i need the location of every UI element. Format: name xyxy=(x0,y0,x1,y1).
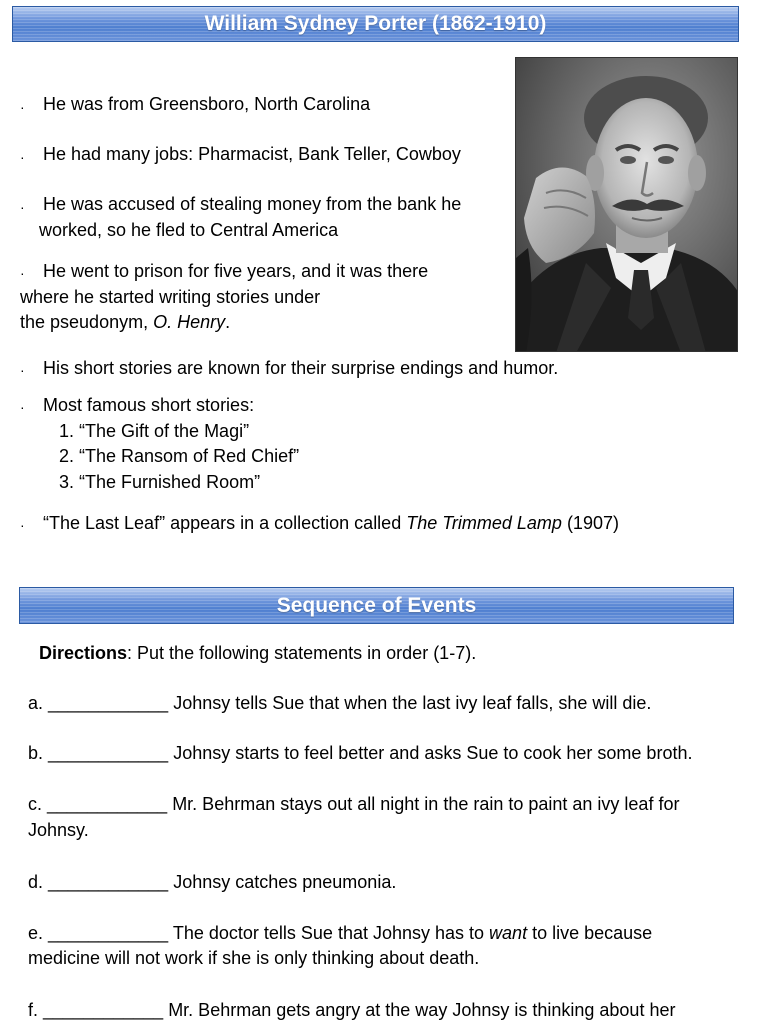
story-list-item: 1. “The Gift of the Magi” xyxy=(59,421,250,441)
item-text-tail: to live because xyxy=(527,923,653,943)
item-letter: c. xyxy=(28,794,43,814)
bio-item-famous-stories: Most famous short stories: xyxy=(43,395,255,415)
sequence-item-c-continued: Johnsy. xyxy=(28,820,89,840)
bio-item-accused-line1: He was accused of stealing money from the bank he xyxy=(43,194,462,214)
sequence-item-c xyxy=(28,792,679,818)
item-letter: d. xyxy=(28,872,44,892)
answer-blank[interactable]: ____________ xyxy=(48,872,169,892)
item-letter: f. xyxy=(28,1000,39,1020)
item-letter: e. xyxy=(28,923,44,943)
bio-item-prison-line2: where he started writing stories under xyxy=(20,287,321,307)
answer-blank[interactable]: ____________ xyxy=(48,923,169,943)
bio-item-prison-line3 xyxy=(20,310,230,336)
item-text: Mr. Behrman gets angry at the way Johnsy is thinking about her xyxy=(168,1000,676,1020)
bio-item-collection xyxy=(43,511,619,537)
author-portrait xyxy=(515,57,738,352)
sequence-item-d xyxy=(28,870,396,896)
sequence-of-events-banner xyxy=(19,587,734,624)
bio-item-prison-line1: He went to prison for five years, and it was there xyxy=(43,261,429,281)
directions xyxy=(39,641,476,667)
bullet-glyph: · xyxy=(20,99,25,115)
pseudonym-name: O. Henry xyxy=(153,312,226,332)
story-list-item: 3. “The Furnished Room” xyxy=(59,472,261,492)
portrait-image xyxy=(516,58,738,352)
answer-blank[interactable]: ____________ xyxy=(47,794,168,814)
bullet-glyph: · xyxy=(20,517,25,533)
item-text-emphasis: want xyxy=(489,923,528,943)
sequence-item-f xyxy=(28,998,675,1024)
answer-blank[interactable]: ____________ xyxy=(48,693,169,713)
bio-item-origin: He was from Greensboro, North Carolina xyxy=(43,94,371,114)
pseudonym-period: . xyxy=(225,312,231,332)
sequence-item-e-continued: medicine will not work if she is only thinking about death. xyxy=(28,948,480,968)
bullet-glyph: · xyxy=(20,362,25,378)
item-letter: a. xyxy=(28,693,44,713)
sequence-item-e xyxy=(28,921,652,947)
collection-title: The Trimmed Lamp xyxy=(406,513,562,533)
bio-item-jobs: He had many jobs: Pharmacist, Bank Teller, Cowboy xyxy=(43,144,461,164)
item-text: Johnsy starts to feel better and asks Sue to cook her some broth. xyxy=(173,743,693,763)
bullet-glyph: · xyxy=(20,149,25,165)
item-letter: b. xyxy=(28,743,44,763)
bullet-glyph: · xyxy=(20,399,25,415)
item-text: Mr. Behrman stays out all night in the rain to paint an ivy leaf for xyxy=(172,794,680,814)
directions-label: Directions xyxy=(39,643,128,663)
item-text: Johnsy catches pneumonia. xyxy=(173,872,397,892)
sequence-item-b xyxy=(28,741,692,767)
bullet-glyph: · xyxy=(20,265,25,281)
item-text-lead: The doctor tells Sue that Johnsy has to xyxy=(172,923,490,943)
item-text: Johnsy tells Sue that when the last ivy leaf falls, she will die. xyxy=(173,693,652,713)
answer-blank[interactable]: ____________ xyxy=(48,743,169,763)
page-title: William Sydney Porter (1862-1910) xyxy=(204,12,547,35)
collection-year: (1907) xyxy=(561,513,619,533)
collection-lead: “The Last Leaf” appears in a collection called xyxy=(43,513,407,533)
pseudonym-lead: the pseudonym, xyxy=(20,312,154,332)
story-list-item: 2. “The Ransom of Red Chief” xyxy=(59,446,300,466)
bullet-glyph: · xyxy=(20,199,25,215)
answer-blank[interactable]: ____________ xyxy=(43,1000,164,1020)
sequence-title: Sequence of Events xyxy=(276,593,477,617)
bio-item-accused-line2: worked, so he fled to Central America xyxy=(39,220,339,240)
directions-text: : Put the following statements in order (1-7). xyxy=(127,643,477,663)
sequence-item-a xyxy=(28,691,651,717)
page-title-banner xyxy=(12,6,739,42)
bio-item-style: His short stories are known for their surprise endings and humor. xyxy=(43,358,559,378)
